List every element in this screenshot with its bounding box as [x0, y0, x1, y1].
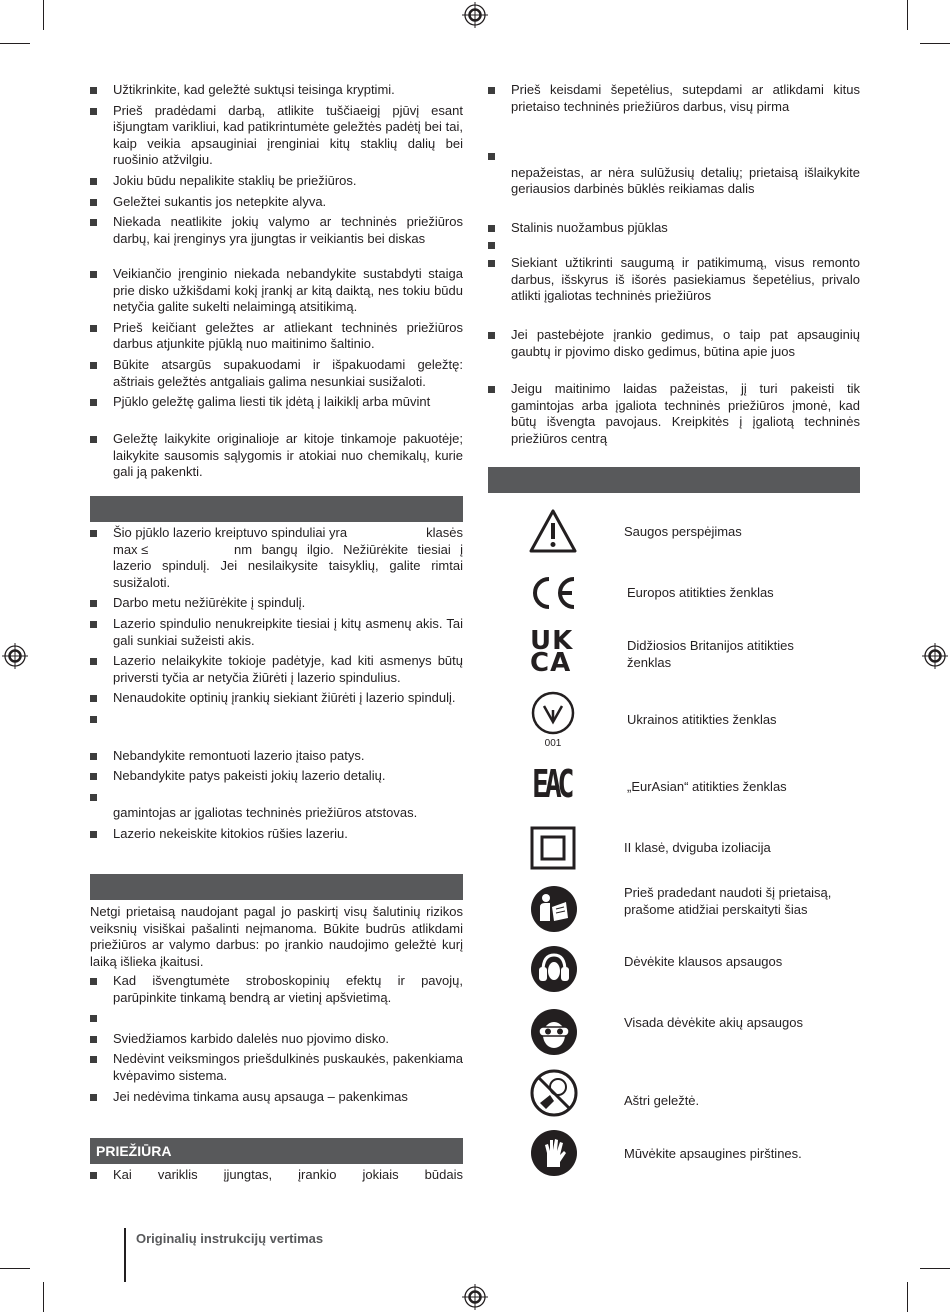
symbol-label: Dėvėkite klausos apsaugos — [624, 954, 783, 969]
registration-mark-icon — [462, 1284, 488, 1310]
laser-class-label: klasės — [426, 525, 463, 540]
list-item: Prieš keisdami šepetėlius, sutepdami ar atlikdami kitus prietaiso techninės priežiūros darbus, visų pirma — [488, 82, 860, 115]
crop-mark — [0, 1268, 30, 1269]
warning-triangle-icon — [528, 508, 578, 554]
list-item: Geležtei sukantis jos netepkite alyva. — [90, 194, 463, 211]
symbol-label: Aštri geležtė. — [624, 1093, 700, 1108]
list-item: Darbo metu nežiūrėkite į spindulį. — [90, 595, 463, 612]
crop-mark — [907, 1282, 908, 1312]
class-ii-icon — [530, 826, 576, 870]
read-manual-icon — [530, 885, 578, 933]
laser-max-label: max ≤ — [113, 541, 149, 557]
section-heading-bar — [90, 496, 463, 522]
symbol-label: Prieš pradedant naudoti šį prietaisą, prašome atidžiai perskaityti šias — [624, 885, 832, 917]
crop-mark — [907, 0, 908, 30]
symbol-label: Ukrainos atitikties ženklas — [627, 712, 777, 727]
list-item: Geležtę laikykite originalioje ar kitoje tinkamoje pakuotėje; laikykite sausomis sąlygomis ir atokiai nuo chemikalų, kurie gali ją pakenkti. — [90, 431, 463, 481]
symbol-label: II klasė, dviguba izoliacija — [624, 840, 771, 855]
list-item-empty — [90, 789, 463, 806]
symbol-label: Visada dėvėkite akių apsaugos — [624, 1015, 803, 1030]
crop-mark — [43, 1282, 44, 1312]
registration-mark-icon — [2, 643, 28, 669]
list-item — [90, 1167, 463, 1184]
list-item: Nebandykite patys pakeisti jokių lazerio detalių. — [90, 768, 463, 785]
list-item: Nebandykite remontuoti lazerio įtaiso patys. — [90, 748, 463, 765]
symbol-label: Saugos perspėjimas — [624, 524, 742, 539]
list-item-continuation: nepažeistas, ar nėra sulūžusių detalių; prietaisą išlaikykite geriausios darbinės būklės reikiamas dalis — [511, 164, 860, 197]
crop-mark — [0, 43, 30, 44]
section-heading-bar — [488, 467, 860, 493]
risks-intro: Netgi prietaisą naudojant pagal jo paskirtį visų šalutinių rizikos veiksnių visiškai pašalinti neįmanoma. Būkite budrūs atlikdami priežiūros ar valymo darbus: po įrankio naudojimo geležtė kurį laiką išlieka įkaitusi. — [90, 904, 463, 969]
list-item: Prieš pradėdami darbą, atlikite tuščiaeigį pjūvį esant išjungtam varikliui, kad patikrintumėte geležtės padėtį bei tai, kaip veikia apsauginiai įrenginiai kitų staklių dalių bei ruošinio atžvilgiu. — [90, 103, 463, 169]
ce-mark-icon — [530, 576, 578, 610]
crop-mark — [43, 0, 44, 30]
left-group-3 — [90, 431, 463, 481]
ear-protection-icon — [530, 945, 578, 993]
left-group-1 — [90, 82, 463, 247]
list-item: Niekada neatlikite jokių valymo ar techninės priežiūros darbų, kai įrenginys yra įjungtas ir veikiantis bei diskas — [90, 214, 463, 247]
list-item: Stalinis nuožambus pjūklas — [488, 220, 860, 237]
list-item: Lazerio spindulio nenukreipkite tiesiai į kitų asmenų akis. Tai gali sunkiai sužeisti akis. — [90, 616, 463, 649]
left-group-2 — [90, 266, 463, 411]
symbol-label: Europos atitikties ženklas — [627, 585, 774, 600]
maintenance-item-text: Kai variklis įjungtas, įrankio jokiais būdais — [113, 1167, 463, 1182]
symbol-label: „EurAsian“ atitikties ženklas — [627, 779, 787, 794]
gloves-icon — [530, 1129, 578, 1177]
list-item: Būkite atsargūs supakuodami ir išpakuodami geležtę: aštriais geležtės antgaliais galima nesunkiai susižaloti. — [90, 357, 463, 390]
ua-mark-code: 001 — [544, 738, 562, 749]
symbol-label: Mūvėkite apsaugines pirštines. — [624, 1146, 802, 1161]
list-item: Sviedžiamos karbido dalelės nuo pjovimo disko. — [90, 1031, 463, 1048]
list-item: Kad išvengtumėte stroboskopinių efektų ir pavojų, parūpinkite tinkamą bendrą ar vietinį apšvietimą. — [90, 973, 463, 1006]
footer-rule — [124, 1228, 126, 1282]
registration-mark-icon — [922, 643, 948, 669]
ukca-line-2: CA — [530, 648, 572, 678]
ukca-line-1: UK — [530, 626, 574, 656]
symbol-label: Didžiosios Britanijos atitikties ženklas — [627, 638, 794, 670]
list-item-continuation: gamintojas ar įgaliotas techninės priežiūros atstovas. — [113, 805, 418, 821]
list-item: Jeigu maitinimo laidas pažeistas, jį turi pakeisti tik gamintojas arba įgaliota techninės priežiūros įmonė, kad būtų išvengta pavojaus. Kreipkitės į įgaliotą techninės priežiūros centrą — [488, 381, 860, 447]
crop-mark — [920, 1268, 950, 1269]
eac-mark-icon: EAC — [532, 762, 570, 806]
maintenance-list — [90, 1167, 463, 1184]
right-group — [488, 82, 860, 448]
list-item: Veikiančio įrenginio niekada nebandykite sustabdyti staiga prie disko užkišdami kokį įrankį ar kitą daiktą, nes tokiu būdu netyčia galite sukelti nelaimingą atsitikimą. — [90, 266, 463, 316]
list-item-empty — [90, 711, 463, 728]
ukca-mark-icon — [530, 626, 578, 678]
list-item — [90, 525, 463, 591]
list-item: Prieš keičiant geležtes ar atliekant techninės priežiūros darbus atjunkite pjūklą nuo maitinimo šaltinio. — [90, 320, 463, 353]
section-heading-bar — [90, 874, 463, 900]
list-item: Nenaudokite optinių įrankių siekiant žiūrėti į lazerio spindulį. — [90, 690, 463, 707]
list-item-empty — [488, 237, 860, 254]
list-item-empty — [488, 148, 860, 165]
ua-mark-icon — [530, 690, 576, 754]
laser-class-text: Šio pjūklo lazerio kreiptuvo spinduliai yra — [113, 525, 348, 540]
laser-section — [90, 525, 463, 843]
list-item: Užtikrinkite, kad geležtė suktųsi teisinga kryptimi. — [90, 82, 463, 99]
list-item: Pjūklo geležtę galima liesti tik įdėtą į laikiklį arba mūvint — [90, 394, 463, 411]
risks-list — [90, 973, 463, 1105]
list-item: Jei pastebėjote įrankio gedimus, o taip pat apsauginių gaubtų ir pjovimo disko gedimus, būtina apie juos — [488, 327, 860, 360]
maintenance-heading: PRIEŽIŪRA — [90, 1138, 463, 1164]
crop-mark — [920, 43, 950, 44]
list-item: Nedėvint veiksmingos priešdulkinės puskaukės, pakenkiama kvėpavimo sistema. — [90, 1051, 463, 1084]
footer-text: Originalių instrukcijų vertimas — [136, 1231, 324, 1246]
list-item: Lazerio nelaikykite tokioje padėtyje, kad kiti asmenys būtų priversti tyčia ar netyčia žiūrėti į lazerio spindulius. — [90, 653, 463, 686]
registration-mark-icon — [462, 2, 488, 28]
sharp-blade-icon — [530, 1069, 578, 1117]
list-item-empty — [90, 1010, 463, 1027]
list-item: Jokiu būdu nepalikite staklių be priežiūros. — [90, 173, 463, 190]
list-item: Jei nedėvima tinkama ausų apsauga – pakenkimas — [90, 1089, 463, 1106]
eye-protection-icon — [530, 1008, 578, 1056]
list-item: Lazerio nekeiskite kitokios rūšies lazeriu. — [90, 826, 463, 843]
laser-wavelength-text: nm bangų ilgio. Nežiūrėkite tiesiai į — [234, 541, 463, 557]
list-item: Siekiant užtikrinti saugumą ir patikimumą, visus remonto darbus, išskyrus iš išorės pasiekiamus šepetėlius, privalo atlikti įgaliotas techninės priežiūros — [488, 255, 860, 305]
laser-warning-text: lazerio spindulį. Jei nesilaikysite taisyklių, galite rimtai susižaloti. — [113, 558, 463, 590]
